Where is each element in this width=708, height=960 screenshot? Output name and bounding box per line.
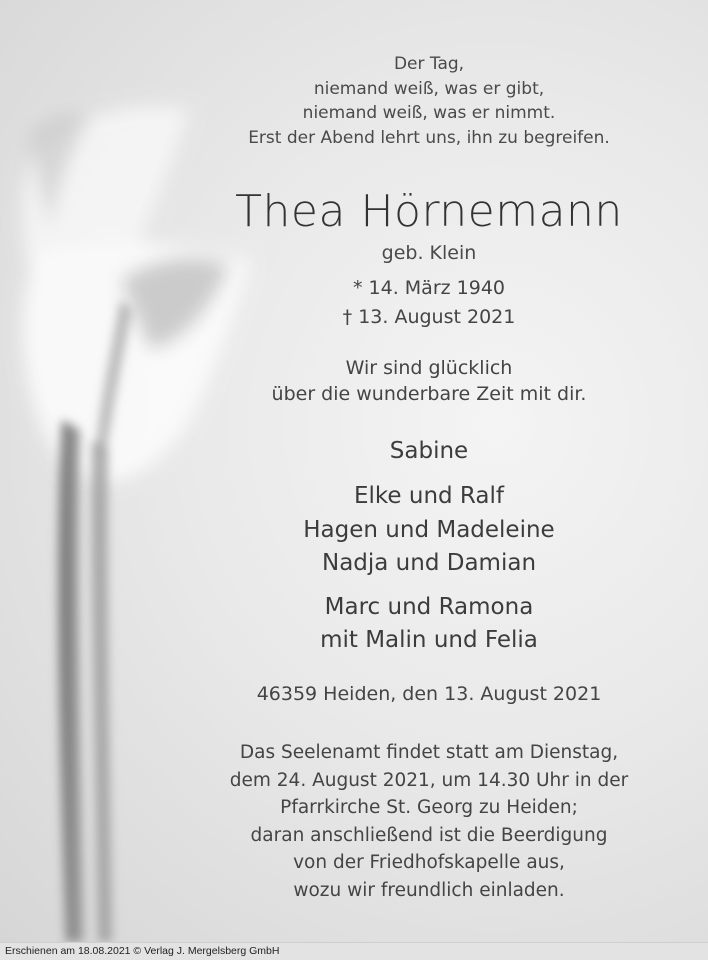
- poem-line: Der Tag,: [393, 54, 465, 74]
- service-info: [150, 739, 708, 904]
- quote: [150, 356, 708, 407]
- mourner-line: Marc und Ramona: [324, 593, 534, 620]
- service-line: Pfarrkirche St. Georg zu Heiden;: [280, 797, 578, 818]
- mourners: [150, 434, 708, 657]
- service-line: von der Friedhofskapelle aus,: [293, 852, 565, 873]
- life-dates: [150, 274, 708, 332]
- quote-line: über die wunderbare Zeit mit dir.: [271, 382, 587, 405]
- publication-footer: Erschienen am 18.08.2021 © Verlag J. Mergelsberg GmbH: [0, 942, 708, 960]
- poem-line: niemand weiß, was er gibt,: [313, 78, 545, 99]
- service-line: Das Seelenamt findet statt am Dienstag,: [239, 742, 619, 763]
- birth-date: * 14. März 1940: [352, 277, 505, 299]
- mourner-group: [150, 480, 708, 581]
- birth-name: geb. Klein: [381, 242, 477, 264]
- mourner-line: Nadja und Damian: [321, 550, 537, 576]
- death-date: † 13. August 2021: [342, 306, 516, 328]
- deceased-name: Thea Hörnemann: [235, 186, 623, 237]
- mourner-line: Hagen und Madeleine: [303, 516, 555, 543]
- poem-line: niemand weiß, was er nimmt.: [302, 103, 556, 123]
- mourner-first: Sabine: [389, 438, 469, 464]
- poem: [150, 52, 708, 150]
- mourner-group: [150, 591, 708, 657]
- mourner-line: Elke und Ralf: [353, 483, 504, 509]
- service-line: daran anschließend ist die Beerdigung: [250, 824, 608, 846]
- mourner-line: mit Malin und Felia: [320, 626, 538, 653]
- service-line: dem 24. August 2021, um 14.30 Uhr in der: [229, 769, 629, 791]
- poem-line: Erst der Abend lehrt uns, ihn zu begreifen.: [248, 127, 610, 148]
- quote-line: Wir sind glücklich: [345, 357, 513, 379]
- service-line: wozu wir freundlich einladen.: [293, 879, 565, 901]
- place-date: 46359 Heiden, den 13. August 2021: [256, 683, 602, 705]
